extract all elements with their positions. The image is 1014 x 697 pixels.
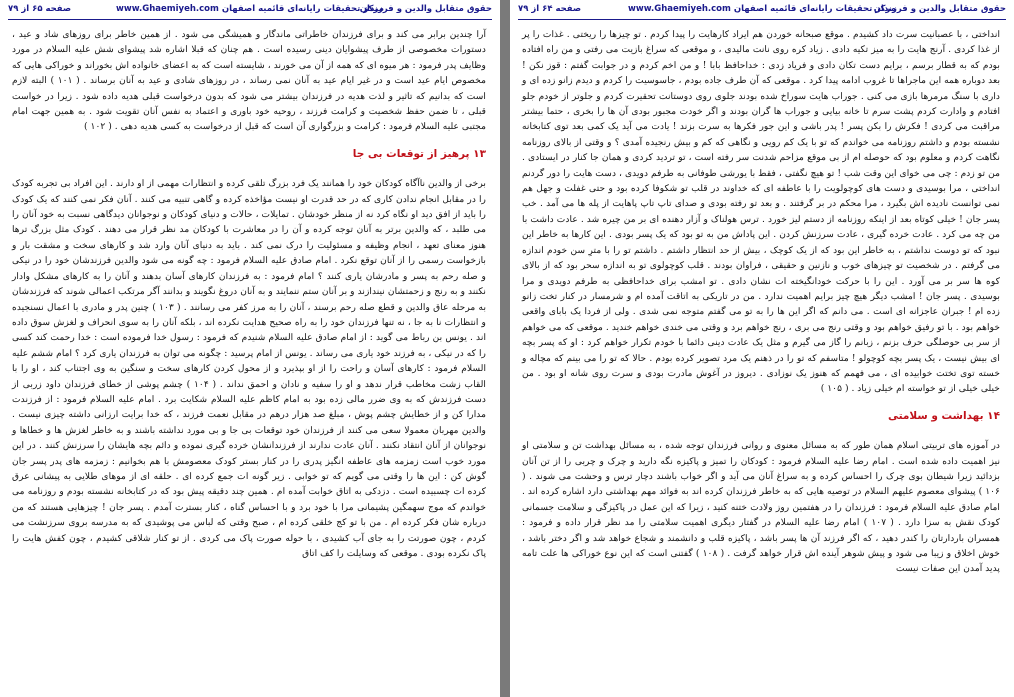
page-number: صفحه ۶۵ از ۷۹ <box>8 4 72 14</box>
publisher-line: مرکز تحقیقات رایانه‌ای قائمیه اصفهان www.Ghaemiyeh.com <box>115 4 385 14</box>
paragraph: آرا چندین برابر می کند و برای فرزندان خاطراتی ماندگار و همیشگی می شود . از همین خاطر برای روزهای شاد و عید ، دستورات مخصوصی از طرف پیشوایان دینی رسیده است . هم چنان که قبلا اشاره شد پیشوای شش علیه السلام در مورد وظایف پدر فرمود : هر میوه ای که همه از آن می خورند ، شایسته است که به اعضای خانواده اش بخوراند و خوراکی هایی که مخصوص ایام عید است و در غیر ایام عید به آنان نمی رساند ، در روزهای شادی و عید به آنان برساند . ( ۱۰۱ ) البته لازم است که بدانیم که تاثیر و لذت هدیه در فرزندان بیشتر می شود که بدون درخواست قبلی هدیه داده شود . زیرا در خواست قبلی ، تا ضمن حفظ شخصیت و کرامت فرزند ، روحیه خود باوری و اعتماد به نفس آنان تقویت شود . به همین جهت امام مجتبی علیه السلام فرمود : کرامت و بزرگواری آن است که قبل از درخواست به کسی هدیه دهی . ( ۱۰۲ ) <box>12 29 486 133</box>
page-header <box>518 4 1006 18</box>
header-divider <box>8 19 492 20</box>
page-number: صفحه ۶۴ از ۷۹ <box>518 4 582 14</box>
page-body <box>522 27 1000 697</box>
paragraph: انداختی ، با عصبانیت سرت داد کشیدم . موقع صبحانه خوردن هم ایراد کارهایت را پیدا کردم . تو چیزها را ریختی . غذات را پر از غذا کردی . آرنج هایت را به میز تکیه دادی . زیاد کره روی نانت مالیدی ، و موقعی که سراغ بازیت می رفتی و من راه افتاده بودم که به قطار برسم ، برایم دست تکان دادی و فریاد زدی : خداحافظ بابا ! و من اخم کردم و در جوابت گفتم : قوز نکن ! بعد دوباره همه این ماجراها تا غروب ادامه پیدا کرد . موقعی که آن طرف جاده بودم ، جاسوسیت را کردم و دیدم زانو زده ای و داری با سنگ مرمرها بازی می کنی . جوراب هایت سوراخ شده بودند جلوی روی دوستانت تحقیرت کردم و جلوتر از خودم جلو افتادم و وادارت کردم پشت سرم تا خانه بیایی و جوراب ها گران بودند و اگر خودت مجبور بودی آن ها را بخری ، حتما بیشتر مراقبت می کردی ! فکرش را بکن پسر ! پدر باشی و این جور فکرها به سرت بزند ! یادت می آید یک کمی بعد توی کتابخانه نشسته بودم و داشتم روزنامه می خواندم که تو با یک کم رویی و نگاهی که کم و بیش رنجیده آمدی ؟ و وقتی از بالای روزنامه نگاهت کردم و معلوم بود که حوصله ام از بی موقع مزاحم شدنت سر رفته است ، تو تردید کردی و همان جا کنار در ایستادی . من تو زدم : چی می خوای این وقت شب ! تو هیچ نگفتی ، فقط با یورشی طوفانی به طرفم دویدی ، دست هایت را دور گردنم انداختی ، مرا بوسیدی و دست های کوچولویت را با عاطفه ای که خداوند در قلب تو شکوفا کرده بود و حتی غفلت و جهل هم نمی توانست نادیده اش بگیرد ، مرا محکم در بر گرفتند . و بعد تو رفته بودی و صدای تاپ تاپ پاهایت از پله ها می آمد . خب پسر جان ! خیلی کوتاه بعد از اینکه روزنامه از دستم لیز خورد . ترس هولناک و آزار دهنده ای بر من چیره شد . عادت داشت با من چه می کرد . عادت خرده گیری ، عادت سرزنش کردن . این پاداش من به تو بود که یک پسر بودی . این کارها به خاطر این نبود که تو دوست نداشتم ، به خاطر این بود که از یک کوچک ، بیش از حد انتظار داشتم . داشتم تو را با مترِ سن خودم اندازه می گرفتم . در شخصیت تو چیزهای خوب و نازنین و حقیقی ، فراوان بودند . قلب کوچولوی تو به اندازه سحر بود که از بالای کوه ها سر بر می آورد . این را با حرکت خودانگیخته ات نشان دادی . تو امشب برای خداحافظی به طرفم دویدی و مرا بوسیدی . پسر جان ! امشب دیگر هیچ چیز برایم اهمیت ندارد . من در تاریکی به اتاقت آمده ام و شرمسار در کنار تخت زانو زده ام ! جبران عاجزانه ای است . می دانم که اگر این ها را به تو می گفتم متوجه نمی شدی . ولی از فردا یک بابای واقعی خواهم بود . با تو رفیق خواهم بود و وقتی رنج می بری ، رنج خواهم برد و وقتی می خندی خواهم خندید . موقعی که می خواهم از سر بی حوصلگی حرف بزنم ، زبانم را گاز می گیرم و مثل یک عادت دینی دائما با خودم تکرار خواهم کرد : او که پسر بچه ای بیش نیست ، یک پسر بچه کوچولو ! متاسفم که تو را در ذهنم یک مرد تصویر کرده بودم . حالا که تو را می بینم که مچاله و خسته توی تختت خوابیده ای ، می فهمم که هنوز یک نوزادی . دیروز در آغوش مادرت بودی و سرت روی شانه او بود . من خیلی خیلی از تو خواسته ام خیلی زیاد . ( ۱۰۵ ) <box>522 29 1000 395</box>
section-heading: ۱۳ پرهیز از توقعات بی جا <box>352 147 486 160</box>
book-title: حقوق متقابل والدین و فرزندان <box>873 4 1006 14</box>
left-page <box>0 0 500 697</box>
publisher-line: مرکز تحقیقات رایانه‌ای قائمیه اصفهان www.Ghaemiyeh.com <box>627 4 897 14</box>
paragraph: در آموزه های تربیتی اسلام همان طور که به مسائل معنوی و روانی فرزندان توجه شده ، به مسائل بهداشت تن و سلامتی او نیز اهمیت داده شده است . امام رضا علیه السلام فرمود : کودکان را تمیز و پاکیزه نگه دارید و چرک و چربی را از تن آنان بزدائید زیرا شیطان بوی چرک را احساس کرده و به سراغ آنان می آید و اگر خواب باشند دچار ترس و وحشت می شوند . ( ۱۰۶ ) پیشوای معصوم علیهم السلام در توصیه هایی که به خاطر فرزندان کرده اند به فوائد مهم بهداشتی دارد اشاره کرده اند . امام صادق علیه السلام فرمود : فرزندان را در هفتمین روز ولادت ختنه کنید ، زیرا که این عمل در پاکیزگی و سلامت جسمانی کودک نقش به سزا دارد . ( ۱۰۷ ) امام رضا علیه السلام در گفتار دیگری اهمیت سلامتی را مد نظر قرار داده و فرمود : همسران باردارتان را کندر دهید ، که اگر فرزند آن ها پسر باشد ، پاکیزه قلب و دانشمند و شجاع خواهد شد و اگر دختر باشد ، خوش اخلاق و زیبا می شود و پیش شوهر آینده اش قرار خواهد گرفت . ( ۱۰۸ ) گفتنی است که این نوع خوراکی ها علت تامه پدید آمدن این صفات نیست <box>522 440 1000 575</box>
section-heading: ۱۴ بهداشت و سلامتی <box>887 409 1000 422</box>
paragraph: برخی از والدین ناآگاه کودکان خود را همانند یک فرد بزرگ تلقی کرده و انتظارات مهمی از او دارند . این افراد بی تجربه کودک را در مقابل انجام ندادن کاری که در حد قدرت او نیست مؤاخذه کرده و گاهی تنبیه می کنند . آنان فکر نمی کنند که یک کودک را باید از افق دید او نگاه کرد نه از منظر خودشان . تمایلات ، حالات و دنیای کودکان و نوجوانان دیدگاهی نسبت به خود آنان را می طلبد ، که والدین برتر به آنان توجه کرده و آن را در معاشرت با کودکان مد نظر قرار می دهند . کودک مثل بزرگ ترها هنوز معنای تعهد ، انجام وظیفه و مسئولیت را درک نمی کند . باید به دنیای آنان وارد شد و کارهای سخت و مشقت بار و بازخواست رسمی را از آنان توقع نکرد . امام صادق علیه السلام فرمود : چه گونه می شود والدین فرزندشان خود را در نیکی و صله رحم به پسر و مادرشان یاری کنند ؟ امام فرمود : به فرزندان کارهای آسان بدهند و آنان را به کارهای مشکل وادار نکنند و به رنج و زحمتشان نیندازند و بر آنان ستم ننمایند و به آنان دروغ نگویند و بدانند آگر مرتکب اعمالی شوند که فرزندشان به مرحله عاق والدین و قطع صله رحم برسند ، آنان را به مرز کفر می رسانند . ( ۱۰۳ ) چنین پدر و مادری با اعمال نسنجیده و انتظارات نا به جا ، نه تنها فرزندان خود را به راه صحیح هدایت نکرده اند ، بلکه آنان را به سوی انحراف و لغزش سوق داده اند . یونس بن رباط می گوید : از امام صادق علیه السلام شنیدم که فرمود : رسول خدا فرموده است : خدا رحمت کند کسی را که در نیکی ، به فرزند خود یاری می رساند . یونس از امام پرسید : چگونه می توان به فرزندان یاری کرد ؟ امام ششم علیه السلام فرمود : کارهای آسان و راحت را از او بپذیرد و از محول کردن کارهای سخت و سنگین به وی اجتناب کند ، او را با القاب زشت مخاطب قرار ندهد و او را سفیه و نادان و احمق نداند . ( ۱۰۴ ) چشم پوشی از خطای فرزندان داود زربی از دست فرزندش که به وی ضرر مالی زده بود به امام کاظم علیه السلام شکایت برد . امام علیه السلام فرمود : از فرزندت مدارا کن و از خطایش چشم پوش ، مبلغ صد هزار درهم در مقابل نعمت فرزند ، که خدا برایت ارزانی داشته چیزی نیست . والدین مهربان معمولا سعی می کنند از فرزندان خود توقعات بی جا و بی مورد نداشته باشند و به خاطر لغزش ها و خطاها و نوجوانان از آنان انتقاد نکنند . آنان عادت ندارند از فرزندانشان خرده گیری نموده و دائم بچه هایشان را سرزنش کنند . در این مورد خوب است زمزمه های عاطفه انگیز پدری را در کنار بستر کودک معصومش با هم بخوانیم : زمزمه های پدر پسر جان گوش کن : این ها را وقتی می گویم که تو خوابی . زیر گونه ات جمع کرده ای . حلقه ای از موهای طلایی به پیشانی عرق کرده ات چسبیده است . دزدکی به اتاق خوابت آمده ام . همین چند دقیقه پیش بود که در کتابخانه نشسته بودم و روزنامه می خواندم که موج سهمگین پشیمانی مرا با خود برد و با احساس گناه ، کنار بسترت آمدم . پسر جان ! چیزهایی هستند که من درباره شان فکر کرده ام . من با تو کج خلقی کرده ام ، صبح وقتی که لباس می پوشیدی که به مدرسه بروی سرزنشت می کردم ، چون صورتت را به جای آب کشیدی ، با حوله صورت پاک می کردی . از تو کنار شلاقی کشیدم ، چون کفش هایت را پاک نکرده بودی . موقعی که وسایلت را کف اتاق <box>12 178 487 559</box>
header-divider <box>518 19 1006 20</box>
right-page <box>510 0 1014 697</box>
book-title: حقوق متقابل والدین و فرزندان <box>359 4 492 14</box>
page-body <box>12 27 486 697</box>
page-header <box>8 4 492 18</box>
